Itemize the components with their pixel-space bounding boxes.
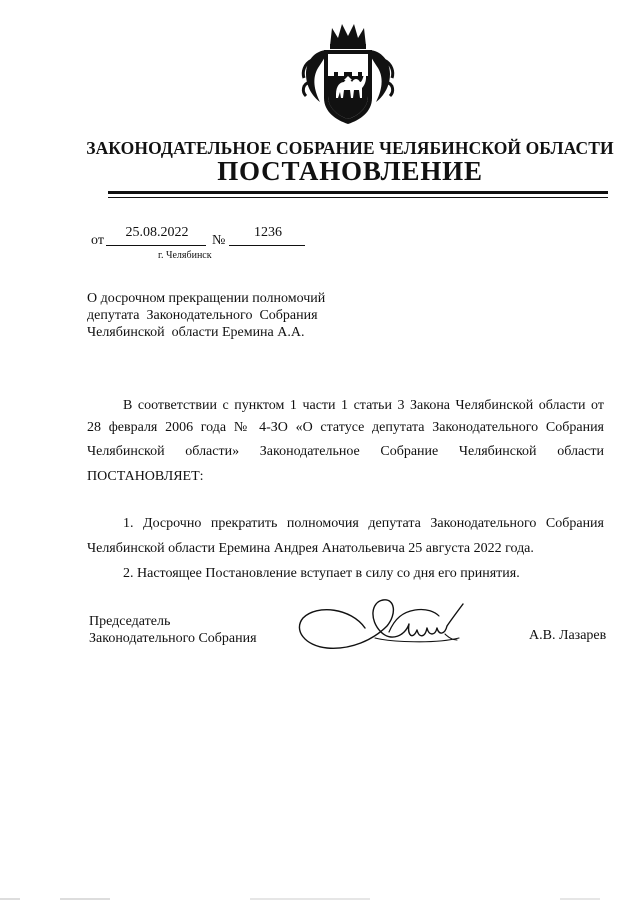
date-underline [106, 245, 206, 246]
organization-title: ЗАКОНОДАТЕЛЬНОЕ СОБРАНИЕ ЧЕЛЯБИНСКОЙ ОБЛАСТИ [86, 138, 614, 158]
chelyabinsk-coat-of-arms-icon [300, 20, 396, 128]
signatory-name: А.В. Лазарев [529, 628, 607, 643]
item-2: 2. Настоящее Постановление вступает в силу со дня его принятия. [123, 566, 520, 581]
document-subject [87, 290, 325, 341]
subject-line: депутата Законодательного Собрания [87, 308, 318, 323]
document-number: 1236 [254, 225, 282, 240]
preamble-line: В соответствии с пунктом 1 части 1 статьи 3 Закона Челябинской области от [123, 398, 604, 413]
item-1-line: 1. Досрочно прекратить полномочия депутата Законодательного Собрания [123, 516, 604, 531]
date-prefix: от [91, 233, 104, 248]
document-city: г. Челябинск [158, 250, 212, 261]
number-underline [229, 245, 305, 246]
subject-line: Челябинской области Еремина А.А. [87, 325, 305, 340]
handwritten-signature [295, 590, 465, 660]
header-rule-thick [108, 191, 608, 194]
preamble-line: 28 февраля 2006 года № 4-ЗО «О статусе депутата Законодательного Собрания [87, 420, 604, 435]
signatory-role-line: Председатель [89, 614, 171, 629]
subject-line: О досрочном прекращении полномочий [87, 291, 326, 306]
scan-edge-marks [0, 896, 640, 902]
signatory-role-line: Законодательного Собрания [89, 631, 257, 646]
document-date: 25.08.2022 [125, 225, 189, 240]
preamble-line: Челябинской области» Законодательное Собрание Челябинской области [87, 444, 604, 459]
resolves-word: ПОСТАНОВЛЯЕТ: [87, 469, 204, 484]
number-sign: № [212, 233, 226, 248]
item-1-line: Челябинской области Еремина Андрея Анатольевича 25 августа 2022 года. [87, 541, 534, 556]
header-rule-thin [108, 197, 608, 198]
document-type-title: ПОСТАНОВЛЕНИЕ [217, 156, 483, 186]
signatory-role [89, 613, 257, 647]
